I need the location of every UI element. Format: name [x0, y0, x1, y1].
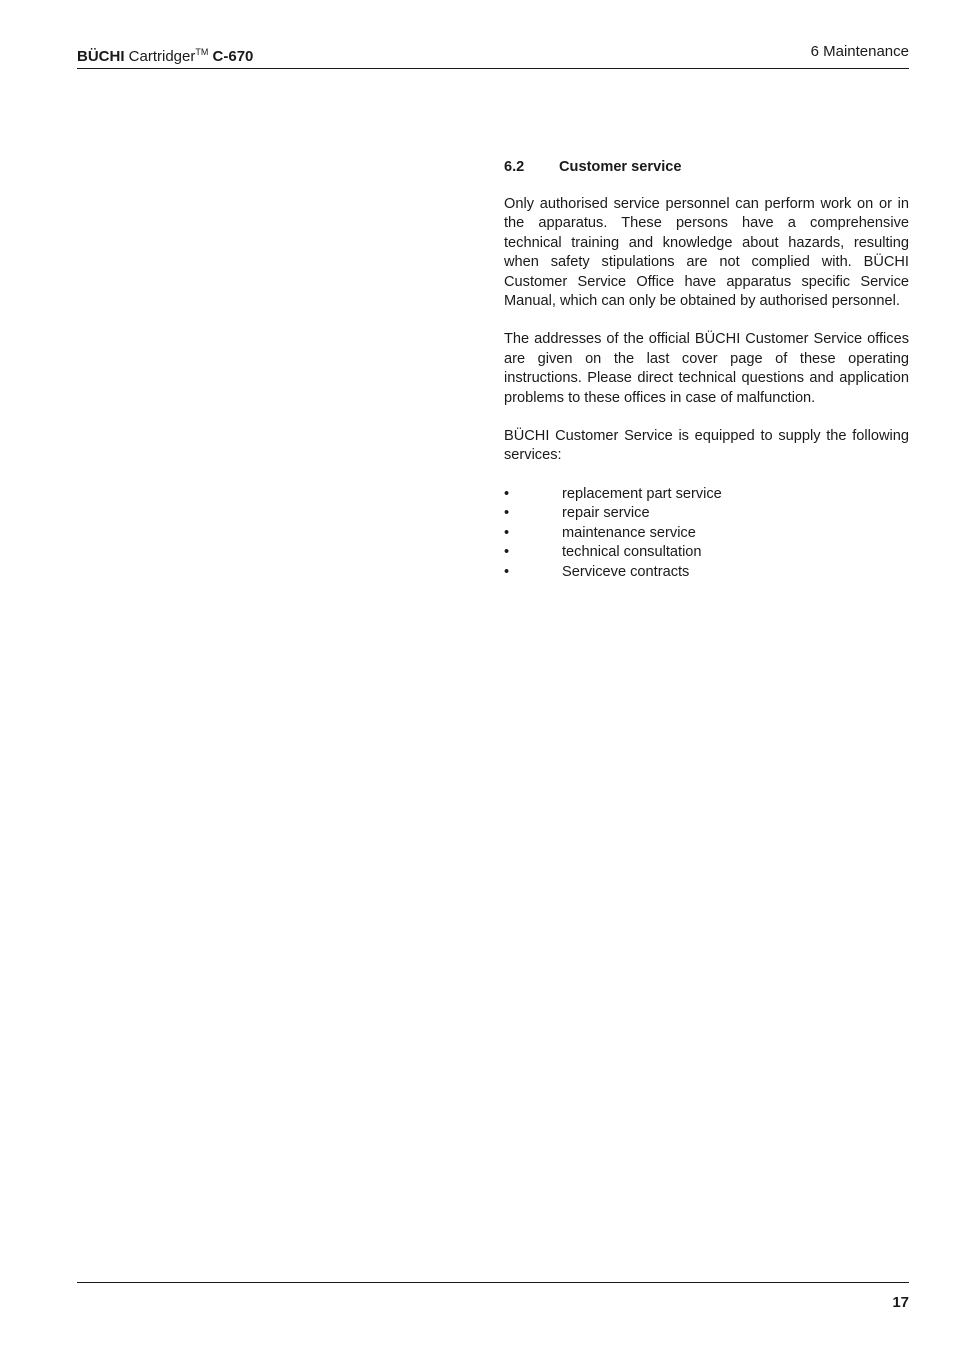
main-content: [504, 157, 909, 582]
section-title: Customer service: [559, 159, 682, 175]
list-item-text: Serviceve contracts: [562, 563, 690, 580]
list-item: [504, 524, 909, 543]
section-heading: [504, 157, 909, 177]
list-item-text: repair service: [562, 505, 650, 522]
page-footer: [77, 1282, 909, 1311]
bullet-icon: •: [504, 544, 510, 561]
trademark-mark: TM: [195, 47, 209, 57]
document-title: [77, 42, 253, 67]
product-name: Cartridger: [128, 48, 196, 65]
list-item: [504, 563, 909, 582]
bullet-icon: •: [504, 524, 510, 541]
paragraph-addresses: The addresses of the official BÜCHI Customer Service offices are given on the last cover page of these operating instructions. Please direct technical questions and application problems to these offices in case of malfunction.: [504, 331, 909, 406]
list-item: [504, 504, 909, 523]
bullet-icon: •: [504, 563, 510, 580]
list-item-text: maintenance service: [562, 524, 696, 541]
section-number: 6.2: [504, 159, 525, 175]
list-item-text: replacement part service: [562, 485, 722, 502]
list-item: [504, 543, 909, 562]
list-item: [504, 485, 909, 504]
paragraph-authorised-personnel: Only authorised service personnel can perform work on or in the apparatus. These persons have a comprehensive technical training and knowledge about hazards, resulting when safety stipulations are not complied with. BÜCHI Customer Service Office have apparatus specific Service Manual, which can only be obtained by authorised personnel.: [504, 196, 909, 310]
paragraph-services-intro: BÜCHI Customer Service is equipped to supply the following services:: [504, 428, 909, 464]
model-name: C-670: [212, 48, 254, 65]
page-header: [77, 40, 909, 69]
bullet-icon: •: [504, 485, 510, 502]
page-number: 17: [892, 1294, 909, 1311]
chapter-title: 6 Maintenance: [810, 43, 909, 60]
list-item-text: technical consultation: [562, 544, 702, 561]
bullet-icon: •: [504, 505, 510, 522]
services-list: [504, 485, 909, 582]
brand-name: BÜCHI: [77, 48, 125, 65]
